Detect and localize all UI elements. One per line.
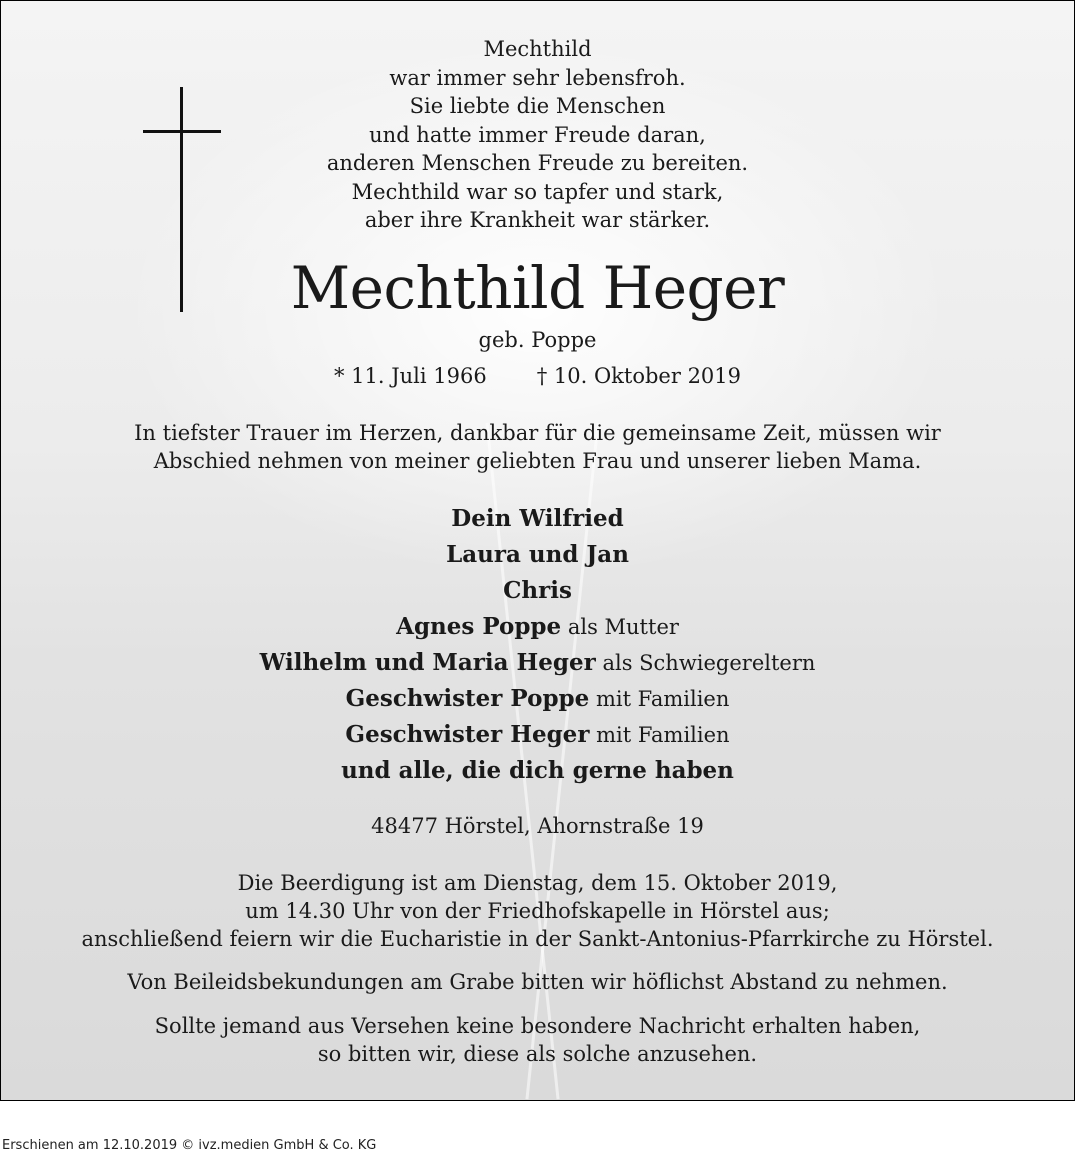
poem-line: Mechthild war so tapfer und stark, bbox=[351, 179, 724, 204]
mourning-line: Abschied nehmen von meiner geliebten Frau und unserer lieben Mama. bbox=[153, 449, 922, 473]
notification-note bbox=[1, 1012, 1074, 1068]
funeral-line: Die Beerdigung ist am Dienstag, dem 15. Oktober 2019, bbox=[237, 871, 838, 895]
family-entry bbox=[1, 753, 1074, 789]
family-name: Chris bbox=[503, 577, 572, 604]
publication-footer: Erschienen am 12.10.2019 © ivz.medien GmbH & Co. KG bbox=[2, 1138, 377, 1153]
family-list bbox=[1, 501, 1074, 789]
poem-line: Mechthild bbox=[483, 37, 592, 61]
family-entry bbox=[1, 681, 1074, 717]
funeral-info bbox=[1, 869, 1074, 953]
family-relation: mit Familien bbox=[595, 687, 730, 711]
mourning-text bbox=[1, 419, 1074, 475]
family-relation: als Schwiegereltern bbox=[602, 651, 816, 675]
family-name: Geschwister Heger bbox=[345, 721, 590, 748]
address: 48477 Hörstel, Ahornstraße 19 bbox=[371, 814, 704, 838]
family-entry bbox=[1, 717, 1074, 753]
condolences-note: Von Beileidsbekundungen am Grabe bitten wir höflichst Abstand zu nehmen. bbox=[127, 970, 948, 994]
poem bbox=[1, 35, 1074, 235]
birth-name: geb. Poppe bbox=[478, 328, 597, 352]
poem-line: Sie liebte die Menschen bbox=[409, 94, 666, 118]
life-dates bbox=[1, 362, 1074, 390]
family-relation: als Mutter bbox=[567, 615, 679, 639]
mourning-line: In tiefster Trauer im Herzen, dankbar für die gemeinsame Zeit, müssen wir bbox=[134, 421, 941, 445]
family-relation: mit Familien bbox=[596, 723, 730, 747]
family-entry bbox=[1, 645, 1074, 681]
poem-line: und hatte immer Freude daran, bbox=[369, 122, 706, 147]
family-entry bbox=[1, 501, 1074, 537]
poem-line: war immer sehr lebensfroh. bbox=[389, 65, 686, 90]
poem-line: aber ihre Krankheit war stärker. bbox=[364, 208, 711, 232]
family-name: Dein Wilfried bbox=[451, 505, 624, 532]
birth-date: * 11. Juli 1966 bbox=[333, 364, 487, 388]
family-name: Geschwister Poppe bbox=[345, 685, 590, 712]
family-entry bbox=[1, 609, 1074, 645]
family-entry bbox=[1, 573, 1074, 609]
poem-line: anderen Menschen Freude zu bereiten. bbox=[326, 151, 749, 175]
funeral-line: um 14.30 Uhr von der Friedhofskapelle in Hörstel aus; bbox=[245, 899, 830, 923]
family-entry bbox=[1, 537, 1074, 573]
notification-line: Sollte jemand aus Versehen keine besondere Nachricht erhalten haben, bbox=[154, 1014, 921, 1038]
deceased-name: Mechthild Heger bbox=[290, 254, 785, 322]
family-name: Wilhelm und Maria Heger bbox=[259, 649, 596, 676]
death-date: † 10. Oktober 2019 bbox=[536, 364, 742, 388]
funeral-line: anschließend feiern wir die Eucharistie in der Sankt-Antonius-Pfarrkirche zu Hörstel. bbox=[81, 927, 994, 951]
family-name: Agnes Poppe bbox=[396, 613, 562, 640]
family-name: und alle, die dich gerne haben bbox=[341, 757, 734, 784]
family-name: Laura und Jan bbox=[446, 541, 629, 568]
notification-line: so bitten wir, diese als solche anzusehen. bbox=[317, 1042, 758, 1066]
